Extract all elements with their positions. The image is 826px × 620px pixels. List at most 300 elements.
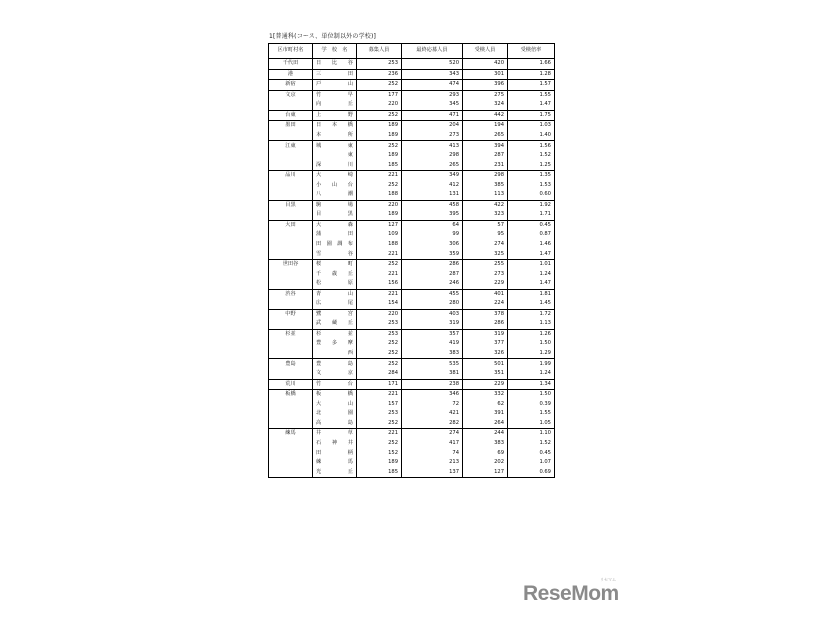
applicants-cell: 287 [402,269,463,279]
capacity-cell: 253 [357,319,402,329]
applicants-cell: 474 [402,80,463,91]
applicants-cell: 412 [402,181,463,191]
capacity-cell: 154 [357,299,402,309]
ratio-cell: 1.55 [508,90,555,100]
table-row [269,141,555,151]
table-row [269,379,555,390]
capacity-cell: 185 [357,160,402,170]
examinees-cell: 224 [463,299,508,309]
school-name: 光 丘 [316,468,353,475]
applicants-cell: 74 [402,448,463,458]
ward-cell: 中野 [269,309,313,319]
examinees-cell: 394 [463,141,508,151]
examinees-cell: 127 [463,467,508,477]
table-row [269,309,555,319]
capacity-cell: 252 [357,359,402,369]
school-cell [313,319,357,329]
ward-cell: 練馬 [269,429,313,439]
examinees-cell: 378 [463,309,508,319]
capacity-cell: 220 [357,200,402,210]
applicants-cell: 137 [402,467,463,477]
ratio-cell: 1.52 [508,151,555,161]
school-name: 広 尾 [316,300,353,307]
school-cell [313,379,357,390]
school-cell [313,110,357,121]
table-body [269,59,555,478]
school-name: 田 柄 [316,449,353,456]
school-cell [313,220,357,230]
school-name: 向 丘 [316,101,353,108]
ratio-cell: 0.45 [508,448,555,458]
applicants-cell: 381 [402,369,463,379]
school-name: 日 本 橋 [316,122,353,129]
ward-cell [269,131,313,141]
school-name: 日 比 谷 [316,60,353,67]
table-row [269,80,555,91]
school-cell [313,240,357,250]
capacity-cell: 188 [357,240,402,250]
examinees-cell: 325 [463,249,508,259]
table-row [269,171,555,181]
capacity-cell: 189 [357,458,402,468]
table-row [269,429,555,439]
ratio-cell: 1.75 [508,110,555,121]
examinees-cell: 62 [463,400,508,410]
school-cell [313,141,357,151]
ward-cell: 豊島 [269,359,313,369]
table-row [269,409,555,419]
school-cell [313,448,357,458]
ratio-cell: 1.10 [508,429,555,439]
capacity-cell: 253 [357,329,402,339]
applicants-cell: 131 [402,190,463,200]
school-cell [313,90,357,100]
examinees-cell: 255 [463,259,508,269]
capacity-cell: 185 [357,467,402,477]
school-cell [313,458,357,468]
applicants-cell: 455 [402,289,463,299]
table-row [269,210,555,220]
school-name: 大 山 [316,400,353,407]
examinees-cell: 95 [463,230,508,240]
school-cell [313,419,357,429]
examinees-cell: 501 [463,359,508,369]
ratio-cell: 1.13 [508,319,555,329]
table-row [269,59,555,70]
table-row [269,121,555,131]
ward-cell [269,339,313,349]
examinees-cell: 442 [463,110,508,121]
ratio-cell: 1.24 [508,269,555,279]
applicants-cell: 349 [402,171,463,181]
ratio-cell: 1.01 [508,259,555,269]
examinees-cell: 422 [463,200,508,210]
ward-cell: 文京 [269,90,313,100]
applicants-cell: 535 [402,359,463,369]
ward-cell [269,160,313,170]
school-cell [313,269,357,279]
school-cell [313,230,357,240]
examinees-cell: 273 [463,269,508,279]
school-name: 竹 台 [316,380,353,387]
examinees-cell: 264 [463,419,508,429]
applicants-cell: 413 [402,141,463,151]
table-row [269,200,555,210]
school-name: 井 草 [316,430,353,437]
school-name: 鷺 宮 [316,310,353,317]
applicants-cell: 293 [402,90,463,100]
applicants-cell: 359 [402,249,463,259]
ratio-cell: 1.52 [508,439,555,449]
resemom-logo: ReseMom [523,582,619,605]
ward-cell [269,458,313,468]
ward-cell [269,409,313,419]
school-name: 板 橋 [316,391,353,398]
school-cell [313,100,357,110]
applicants-cell: 286 [402,259,463,269]
ratio-cell: 1.56 [508,141,555,151]
ward-cell: 新宿 [269,80,313,91]
school-cell [313,339,357,349]
ward-cell: 江東 [269,141,313,151]
applicants-cell: 421 [402,409,463,419]
applicants-cell: 72 [402,400,463,410]
examinees-cell: 391 [463,409,508,419]
examinees-cell: 377 [463,339,508,349]
capacity-cell: 177 [357,90,402,100]
ward-cell: 墨田 [269,121,313,131]
applicants-cell: 99 [402,230,463,240]
examinees-cell: 265 [463,131,508,141]
examinees-cell: 332 [463,390,508,400]
examinees-cell: 396 [463,80,508,91]
table-row [269,349,555,359]
capacity-cell: 252 [357,141,402,151]
table-row [269,69,555,80]
school-cell [313,289,357,299]
school-cell [313,171,357,181]
school-name: 文 京 [316,370,353,377]
applicants-cell: 395 [402,210,463,220]
school-name: 練 馬 [316,459,353,466]
school-cell [313,69,357,80]
ratio-cell: 1.26 [508,329,555,339]
examinees-cell: 231 [463,160,508,170]
examinees-cell: 323 [463,210,508,220]
ratio-cell: 1.47 [508,100,555,110]
capacity-cell: 189 [357,131,402,141]
header-school: 学 校 名 [313,44,357,59]
examinees-cell: 385 [463,181,508,191]
applicants-cell: 346 [402,390,463,400]
examinees-cell: 229 [463,279,508,289]
ward-cell [269,249,313,259]
school-cell [313,249,357,259]
school-cell [313,279,357,289]
school-name: 雪 谷 [316,250,353,257]
school-cell [313,349,357,359]
ward-cell [269,369,313,379]
examinees-cell: 57 [463,220,508,230]
table-row [269,181,555,191]
ward-cell: 渋谷 [269,289,313,299]
ratio-cell: 1.47 [508,249,555,259]
table-row [269,458,555,468]
school-name: 千 歳 丘 [316,270,353,277]
school-cell [313,467,357,477]
applicants-cell: 458 [402,200,463,210]
examinees-cell: 194 [463,121,508,131]
ward-cell [269,400,313,410]
applicants-cell: 204 [402,121,463,131]
school-name: 西 [347,350,353,357]
ratio-cell: 1.24 [508,369,555,379]
table-row [269,90,555,100]
examinees-cell: 275 [463,90,508,100]
school-cell [313,409,357,419]
ratio-cell: 1.05 [508,419,555,429]
capacity-cell: 109 [357,230,402,240]
school-name: 大 崎 [316,172,353,179]
capacity-cell: 221 [357,390,402,400]
examinees-cell: 420 [463,59,508,70]
capacity-cell: 253 [357,59,402,70]
school-cell [313,329,357,339]
school-cell [313,400,357,410]
ratio-cell: 0.39 [508,400,555,410]
ward-cell: 板橋 [269,390,313,400]
school-cell [313,190,357,200]
school-name: 三 田 [316,70,353,77]
header-capacity: 募集人員 [357,44,402,59]
school-cell [313,131,357,141]
examinees-cell: 202 [463,458,508,468]
table-row [269,369,555,379]
ratio-cell: 1.55 [508,409,555,419]
ratio-cell: 1.35 [508,171,555,181]
examinees-cell: 286 [463,319,508,329]
ward-cell [269,210,313,220]
school-name: 目 黒 [316,211,353,218]
ward-cell [269,100,313,110]
ward-cell: 千代田 [269,59,313,70]
school-cell [313,369,357,379]
ward-cell [269,240,313,250]
table-row [269,390,555,400]
school-name: 竹 早 [316,91,353,98]
school-name: 田 園 調 布 [316,241,353,248]
examinees-cell: 229 [463,379,508,390]
examinees-cell: 383 [463,439,508,449]
capacity-cell: 189 [357,121,402,131]
examinees-cell: 301 [463,69,508,80]
school-name: 八 潮 [316,191,353,198]
examinees-cell: 274 [463,240,508,250]
ward-cell [269,151,313,161]
examinees-cell: 113 [463,190,508,200]
ward-cell [269,439,313,449]
table-row [269,339,555,349]
applicants-cell: 319 [402,319,463,329]
capacity-cell: 189 [357,210,402,220]
table-row [269,160,555,170]
ward-cell: 荒川 [269,379,313,390]
school-cell [313,121,357,131]
ward-cell: 世田谷 [269,259,313,269]
table-row [269,467,555,477]
header-final-applicants: 最終応募人員 [402,44,463,59]
capacity-cell: 157 [357,400,402,410]
header-ward: 区市町村名 [269,44,313,59]
capacity-cell: 252 [357,259,402,269]
table-row [269,329,555,339]
capacity-cell: 188 [357,190,402,200]
school-name: 桜 町 [316,261,353,268]
ratio-cell: 0.87 [508,230,555,240]
table-row [269,319,555,329]
capacity-cell: 156 [357,279,402,289]
school-cell [313,390,357,400]
applicants-cell: 306 [402,240,463,250]
ward-cell [269,190,313,200]
capacity-cell: 252 [357,439,402,449]
table-row [269,400,555,410]
school-name: 高 島 [316,419,353,426]
ward-cell [269,448,313,458]
applicants-cell: 343 [402,69,463,80]
applicants-cell: 345 [402,100,463,110]
school-name: 豊 島 [316,360,353,367]
applicants-cell: 419 [402,339,463,349]
capacity-cell: 284 [357,369,402,379]
applicants-cell: 357 [402,329,463,339]
school-name: 深 川 [316,161,353,168]
school-cell [313,429,357,439]
ward-cell [269,419,313,429]
table-row [269,249,555,259]
ratio-cell: 1.03 [508,121,555,131]
examinees-cell: 287 [463,151,508,161]
school-name: 戸 山 [316,81,353,88]
school-cell [313,359,357,369]
examinees-cell: 69 [463,448,508,458]
school-cell [313,439,357,449]
applicants-cell: 213 [402,458,463,468]
ratio-cell: 1.53 [508,181,555,191]
table-row [269,230,555,240]
school-name: 東 [347,152,353,159]
applicants-cell: 298 [402,151,463,161]
school-cell [313,309,357,319]
table-row [269,289,555,299]
school-name: 武 蔵 丘 [316,320,353,327]
school-cell [313,59,357,70]
ratio-cell: 0.69 [508,467,555,477]
capacity-cell: 127 [357,220,402,230]
table-row [269,419,555,429]
ratio-cell: 1.07 [508,458,555,468]
applicants-cell: 238 [402,379,463,390]
table-row [269,100,555,110]
capacity-cell: 221 [357,171,402,181]
table-row [269,131,555,141]
examinees-cell: 324 [463,100,508,110]
ratio-cell: 1.92 [508,200,555,210]
school-cell [313,299,357,309]
ratio-cell: 1.45 [508,299,555,309]
table-caption: 1[普通科(コース、単位制以外の学校)] [269,33,377,40]
applicants-cell: 280 [402,299,463,309]
school-name: 大 森 [316,221,353,228]
ratio-cell: 0.60 [508,190,555,200]
table-row [269,110,555,121]
ward-cell: 大田 [269,220,313,230]
ratio-cell: 1.66 [508,59,555,70]
table-row [269,299,555,309]
ratio-cell: 1.81 [508,289,555,299]
school-name: 小 山 台 [316,181,353,188]
school-name: 城 東 [316,142,353,149]
ward-cell [269,279,313,289]
header-row [269,44,555,59]
capacity-cell: 152 [357,448,402,458]
ratio-cell: 1.50 [508,339,555,349]
school-name: 青 山 [316,290,353,297]
applicants-cell: 520 [402,59,463,70]
exam-ratio-table [268,43,555,478]
table-row [269,269,555,279]
ward-cell [269,319,313,329]
applicants-cell: 265 [402,160,463,170]
table-row [269,220,555,230]
applicants-cell: 383 [402,349,463,359]
examinees-cell: 298 [463,171,508,181]
school-cell [313,210,357,220]
applicants-cell: 282 [402,419,463,429]
school-name: 上 野 [316,111,353,118]
capacity-cell: 221 [357,289,402,299]
ratio-cell: 1.72 [508,309,555,319]
capacity-cell: 221 [357,269,402,279]
applicants-cell: 246 [402,279,463,289]
ratio-cell: 1.29 [508,349,555,359]
school-cell [313,160,357,170]
school-name: 本 所 [316,132,353,138]
capacity-cell: 171 [357,379,402,390]
ward-cell: 目黒 [269,200,313,210]
capacity-cell: 221 [357,249,402,259]
resemom-logo-ruby: リセマム [600,577,616,582]
school-cell [313,181,357,191]
ratio-cell: 1.50 [508,390,555,400]
ward-cell [269,467,313,477]
table-row [269,190,555,200]
header-ratio: 受検倍率 [508,44,555,59]
ratio-cell: 1.47 [508,279,555,289]
ratio-cell: 1.25 [508,160,555,170]
school-name: 石 神 井 [316,439,353,446]
ratio-cell: 1.46 [508,240,555,250]
capacity-cell: 189 [357,151,402,161]
school-name: 杉 並 [316,330,353,337]
capacity-cell: 252 [357,80,402,91]
capacity-cell: 220 [357,309,402,319]
examinees-cell: 244 [463,429,508,439]
ratio-cell: 0.45 [508,220,555,230]
ratio-cell: 1.71 [508,210,555,220]
capacity-cell: 252 [357,339,402,349]
applicants-cell: 403 [402,309,463,319]
